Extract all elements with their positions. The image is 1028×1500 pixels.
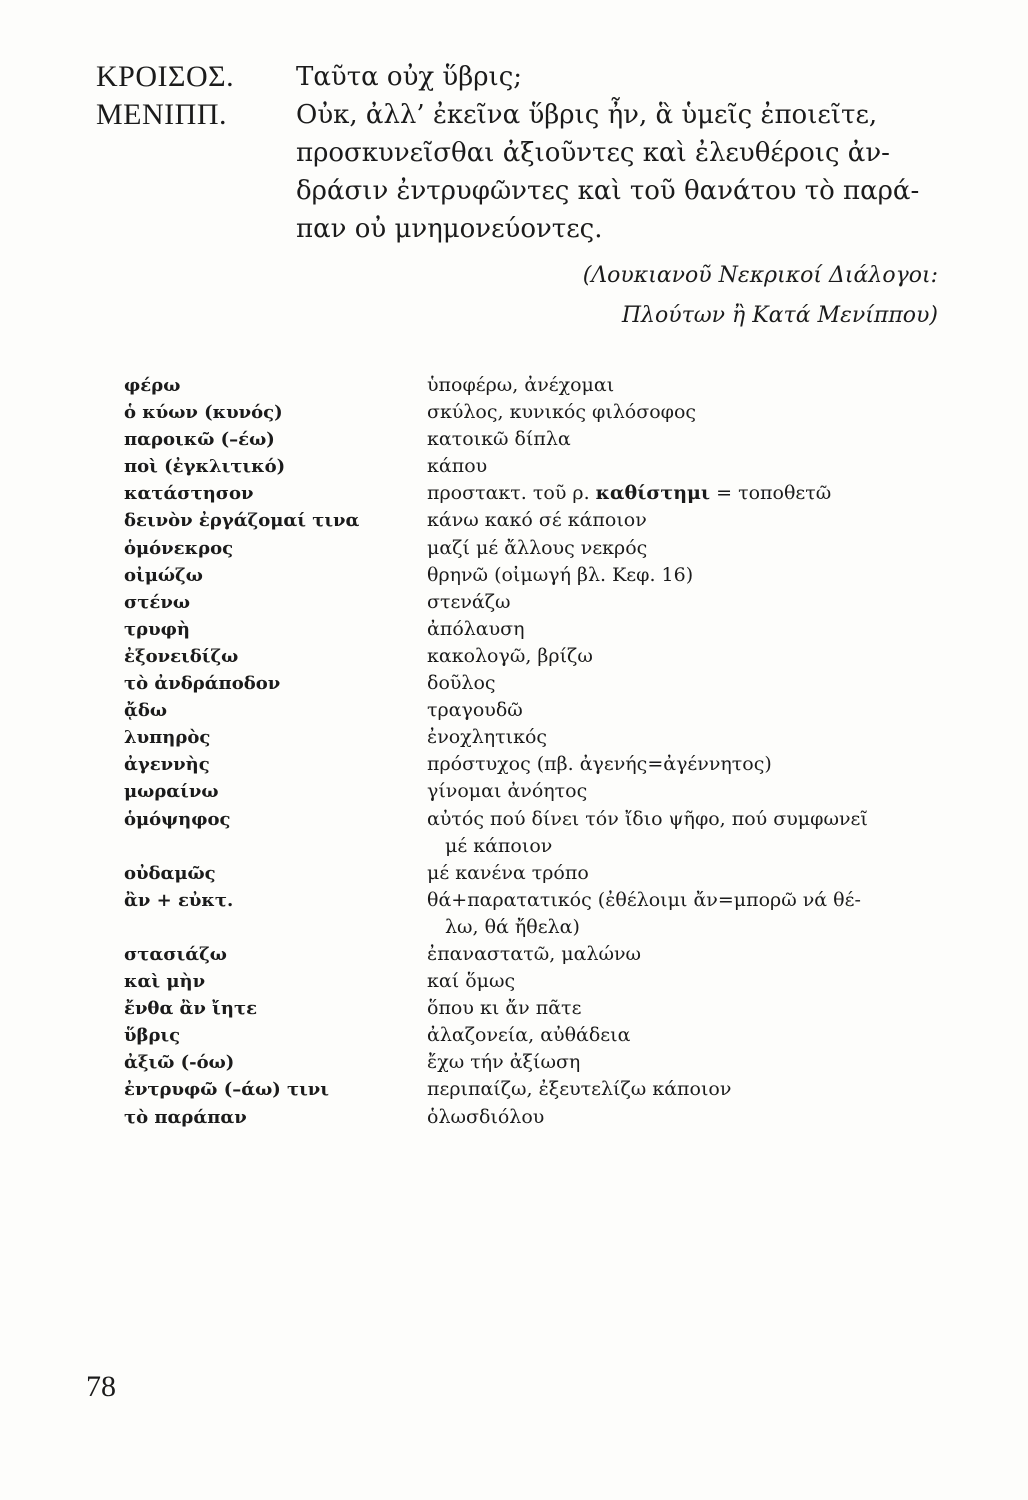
glossary-row (124, 968, 964, 995)
glossary-row (124, 941, 964, 968)
glossary-definition: ἐπαναστατῶ, μαλώνω (427, 942, 642, 965)
glossary-row (124, 643, 964, 670)
glossary-term: ὕβρις (124, 1025, 181, 1047)
glossary-definition: κατοικῶ δίπλα (427, 428, 571, 451)
speech-text (296, 58, 956, 96)
glossary-definition: ὅπου κι ἄν πᾶτε (427, 997, 582, 1020)
glossary-row (124, 778, 964, 805)
glossary-definition: μέ κανένα τρόπο (427, 861, 589, 884)
speech-line: προσκυνεῖσθαι ἀξιοῦντες καὶ ἐλευθέροις ἀν- (296, 138, 890, 168)
glossary-definition (427, 480, 964, 507)
glossary-definition: κακολογῶ, βρίζω (427, 644, 593, 667)
glossary-term: οἰμώζω (124, 564, 203, 586)
glossary-term: ὁ κύων (κυνός) (124, 402, 283, 424)
glossary-term: ἐξονειδίζω (124, 645, 239, 667)
definition-continuation: λω, θά ἤθελα) (445, 915, 580, 938)
glossary-row (124, 670, 964, 697)
glossary-definition: μαζί μέ ἄλλους νεκρός (427, 536, 648, 559)
glossary-definition: περιπαίζω, ἐξευτελίζω κάποιον (427, 1078, 732, 1101)
glossary-term: κατάστησον (124, 483, 254, 505)
glossary-row (124, 1022, 964, 1049)
glossary-definition: στενάζω (427, 590, 511, 613)
definition-continuation: μέ κάποιον (445, 834, 553, 857)
glossary-term: φέρω (124, 375, 181, 396)
speech-line: Οὐκ, ἀλλ’ ἐκεῖνα ὕβρις ἦν, ἃ ὑμεῖς ἐποιεῖτε, (296, 100, 878, 130)
glossary-term: ἂν + εὐκτ. (124, 889, 234, 911)
glossary-row (124, 372, 964, 399)
glossary-definition: ὑποφέρω, ἀνέχομαι (427, 374, 615, 396)
glossary-term: ὁμόψηφος (124, 808, 231, 830)
dialogue-line-menippus (96, 96, 956, 248)
glossary-term: οὐδαμῶς (124, 862, 216, 884)
glossary-definition: ἀλαζονεία, αὐθάδεια (427, 1024, 631, 1047)
dialogue-line-croesus (96, 58, 956, 96)
glossary-term: ποὶ (ἐγκλιτικό) (124, 456, 286, 478)
glossary-definition: σκύλος, κυνικός φιλόσοφος (427, 401, 697, 424)
definition-line: αὐτός πού δίνει τόν ἴδιο ψῆφο, πού συμφωνεῖ (427, 807, 868, 830)
glossary-definition: ἐνοχλητικός (427, 726, 548, 749)
glossary-row (124, 887, 964, 941)
glossary-term: ᾄδω (124, 700, 167, 722)
glossary-term: τὸ παράπαν (124, 1106, 247, 1128)
speech-line: παν οὐ μνημονεύοντες. (296, 214, 603, 244)
glossary-term: τρυφὴ (124, 618, 190, 640)
source-citation (96, 256, 956, 336)
glossary-row (124, 860, 964, 887)
glossary-row (124, 1104, 964, 1131)
glossary-definition: γίνομαι ἀνόητος (427, 780, 588, 803)
glossary-definition: τραγουδῶ (427, 699, 523, 722)
glossary-row (124, 697, 964, 724)
speech-line: Ταῦτα οὐχ ὕβρις; (296, 62, 523, 92)
glossary-row (124, 1049, 964, 1076)
glossary-row (124, 751, 964, 778)
glossary-term: ἐντρυφῶ (–άω) τινι (124, 1079, 330, 1101)
glossary-definition: ἔχω τήν ἀξίωση (427, 1051, 581, 1074)
glossary-definition (427, 887, 964, 941)
glossary-row (124, 426, 964, 453)
speaker-name: ΜΕΝΙΠΠ. (96, 98, 227, 131)
glossary-row (124, 724, 964, 751)
citation-line: (Λουκιανοῦ Νεκρικοί Διάλογοι: (582, 263, 938, 288)
glossary-definition: κάνω κακό σέ κάποιον (427, 509, 647, 532)
glossary-definition: θρηνῶ (οἰμωγή βλ. Κεφ. 16) (427, 563, 694, 586)
glossary-definition: ὁλωσδιόλου (427, 1105, 545, 1128)
glossary-row (124, 995, 964, 1022)
citation-line: Πλούτων ἢ Κατά Μενίππου) (621, 303, 938, 328)
glossary-row (124, 616, 964, 643)
glossary-term: καὶ μὴν (124, 971, 206, 993)
glossary-term: λυπηρὸς (124, 727, 211, 749)
glossary-term: ἀγεννὴς (124, 754, 210, 776)
speech-line: δράσιν ἐντρυφῶντες καὶ τοῦ θανάτου τὸ παρά- (296, 176, 920, 206)
glossary-row (124, 399, 964, 426)
dialogue-excerpt (96, 58, 956, 336)
glossary-term: ἔνθα ἂν ἴητε (124, 998, 258, 1020)
definition-part: προστακτ. τοῦ ρ. (427, 482, 596, 505)
glossary-term: μωραίνω (124, 781, 219, 803)
definition-bold-term: καθίστημι (595, 482, 711, 505)
glossary-row (124, 480, 964, 507)
glossary-term: στένω (124, 591, 190, 613)
vocabulary-glossary (124, 372, 964, 1131)
glossary-definition: καί ὅμως (427, 970, 516, 993)
speech-text (296, 96, 956, 248)
definition-line: θά+παρατατικός (ἐθέλοιμι ἄν=μπορῶ νά θέ- (427, 888, 861, 911)
glossary-term: δεινὸν ἐργάζομαί τινα (124, 510, 360, 532)
glossary-term: ἀξιῶ (-όω) (124, 1052, 235, 1074)
glossary-row (124, 806, 964, 860)
glossary-row (124, 507, 964, 534)
glossary-definition: ἀπόλαυση (427, 617, 525, 640)
glossary-row (124, 535, 964, 562)
glossary-row (124, 589, 964, 616)
glossary-row (124, 1076, 964, 1103)
glossary-definition: πρόστυχος (πβ. ἀγενής=ἀγέννητος) (427, 753, 772, 776)
page-number: 78 (86, 1370, 116, 1403)
definition-part: = τοποθετῶ (710, 482, 832, 505)
glossary-term: στασιάζω (124, 943, 227, 965)
glossary-term: ὁμόνεκρος (124, 537, 234, 559)
glossary-row (124, 453, 964, 480)
glossary-term: τὸ ἀνδράποδον (124, 673, 281, 695)
glossary-row (124, 562, 964, 589)
glossary-definition (427, 806, 964, 860)
glossary-term: παροικῶ (–έω) (124, 429, 275, 451)
glossary-definition: κάπου (427, 455, 488, 478)
glossary-definition: δοῦλος (427, 672, 496, 695)
speaker-name: ΚΡΟΙΣΟΣ. (96, 60, 235, 93)
